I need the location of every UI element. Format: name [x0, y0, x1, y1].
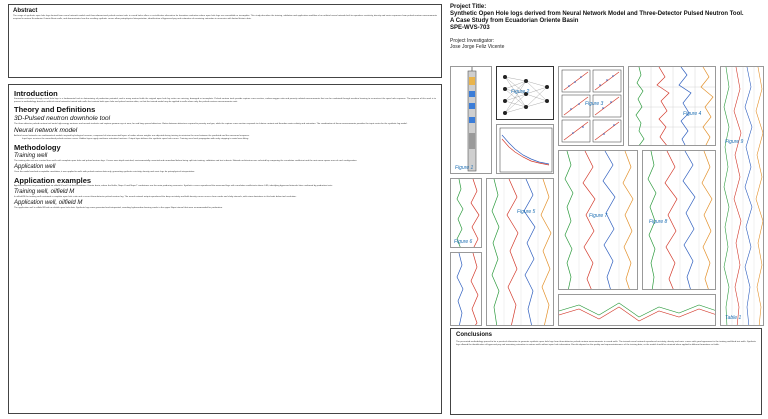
- log-tracks-image: [629, 67, 716, 146]
- theory-heading: Theory and Definitions: [14, 105, 96, 115]
- application-examples-heading: Application examples: [14, 175, 92, 185]
- conclusions-box: [450, 328, 762, 415]
- application-examples-text: Application cases are presented from an oilfield M and X of the Ecuadorian Oriente basin, where the Hollin, Napo U and Napo T sandstones are the main producing reservoirs. Synthetic curves reproduced the measured logs with correlation coefficients above 0.85, identifying bypassed intervals later confirmed by production tests.: [14, 184, 333, 187]
- application-oilfield-text: The application well in oilfield M had no reliable open hole data. Synthetic logs were generated and interpreted, revealing hydrocarbon bearing sands in the upper Napo interval that were recommended for perforation.: [14, 207, 223, 210]
- introduction-heading: Introduction: [14, 89, 58, 98]
- neural-subheading: Neural network model: [14, 127, 78, 135]
- figure-1-panel: [450, 66, 492, 174]
- figure-3-label: Figure 3: [585, 101, 604, 107]
- figure-6-panel: [450, 178, 482, 248]
- paper-id: SPE-WVS-703: [450, 25, 490, 31]
- training-oilfield-text: In oilfield M the training well contained a complete open hole suite and a recent three-detector pulsed neutron log. The neural network output reproduced the deep resistivity and bulk density curves across clean sands and shaly intervals, with minor deviations in thin beds below tool resolution.: [14, 196, 297, 199]
- training-text: The training data set was created from wells with complete open hole and pulsed neutron logs. Curves were depth matched, environmentally corrected and normalized before being split into training, validation and test subsets. Network architecture was selected by comparing the correlation coefficient and the root mean square error of each configuration.: [14, 160, 358, 163]
- conclusions-text: The presented methodology proved to be a practical alternative to generate synthetic open hole logs from three-detector pulsed neutron measurements in cased wells. The trained neural network reproduced resistivity, density and sonic curves with good agreement in the training and blind test wells. Synthetic logs allowed the identification of bypassed pay and remaining saturation in mature wells without open hole information. Results depend on the quality and representativeness of the training data, so the model should be retrained when applied to different formations or fields.: [456, 341, 756, 346]
- investigator-label: Project Investigator:: [450, 38, 495, 44]
- training-well-log-image: [559, 151, 638, 290]
- figure-8-panel: [642, 150, 716, 290]
- project-label: Project Title:: [450, 4, 487, 10]
- training-oilfield-subheading: Training well, oilfield M: [14, 188, 75, 195]
- project-subtitle: A Case Study from Ecuadorian Oriente Basin: [450, 18, 579, 24]
- abstract-title: Abstract: [13, 8, 38, 14]
- center-log-image: [487, 179, 554, 326]
- methodology-heading: Methodology: [14, 142, 61, 152]
- figure-5-label: Figure 5: [517, 209, 536, 215]
- cased-hole-log-image: [451, 179, 482, 248]
- figure-center-log-panel: [486, 178, 554, 326]
- tool-text: The three-detector pulsed neutron tool emits high-energy neutrons and records inelastic and capture gamma rays at near, far and long spaced detectors. Ratios between detectors respond to porosity and gas, while the capture cross-section responds to chlorine content and therefore water salinity and saturation. The combination of these measurements provides the input vector for the synthetic log model.: [14, 123, 408, 126]
- application-well-subheading: Application well: [14, 163, 56, 170]
- figures-area: [448, 58, 766, 326]
- figure-8-label: Figure 8: [649, 219, 668, 225]
- abstract-body: The usage of synthetic open hole logs derived from neural network models and three-dimensional pulsed neutron tools in cased holes offers a cost-effective alternative for formation evaluation where open hole logs are unavailable or incomplete. This study describes the training, validation and application workflow of an artificial neural network built to reproduce resistivity, density and sonic responses from pulsed neutron measurements acquired in mature Ecuadorian Oriente Basin wells, and demonstrates how the resulting synthetic curves allow petrophysical interpretation, identification of bypassed pay and estimation of remaining saturation in reservoirs with limited historic data.: [13, 15, 437, 20]
- figure-4-label: Figure 4: [683, 111, 702, 117]
- figure-5-panel: [496, 124, 554, 174]
- investigator-name: Jose Jorge Feliz Vicente: [450, 44, 505, 50]
- abstract-box: [8, 4, 442, 78]
- neural-bullets: Input layer receives the normalized pulsed neutron curves. Hidden layers apply nonlinear activation functions. Output layer delivers the synthetic open hole curves. Training uses back propagation with early stopping to avoid over-fitting.: [22, 137, 249, 140]
- introduction-text: Formation evaluation through cased hole logs is a fundamental task in determining oil production potential, and in many mature fields the original open hole log suites are missing, damaged or incomplete. Pulsed neutron tools provide capture cross-section, carbon-oxygen ratio and porosity related measurements that can be combined through machine learning to reconstruct the open hole response. The purpose of this work is to present a methodology based on artificial neural networks trained with wells that contain both open hole and pulsed neutron data, so that the trained model may be applied to wells where only the pulsed neutron measurements exist.: [14, 98, 436, 103]
- figure-4-panel: [628, 66, 716, 146]
- figure-2-label: Figure 2: [511, 89, 530, 95]
- tool-subheading: 3D-Pulsed neutron downhole tool: [14, 115, 111, 123]
- figure-9-panel: [720, 66, 764, 326]
- lower-log-image: [451, 253, 482, 326]
- project-header: [450, 4, 760, 50]
- figure-7-label: Figure 7: [589, 213, 608, 219]
- figure-1-label: Figure 1: [455, 165, 474, 171]
- project-title: Synthetic Open Hole logs derived from Neural Network Model and Three-Detector Pulsed Neutron Tool.: [450, 11, 744, 17]
- figure-lower-left-panel: [450, 252, 482, 326]
- figure-bottom-strip: [558, 294, 716, 326]
- training-subheading: Training well: [14, 152, 48, 159]
- figure-3-panel: [558, 66, 624, 146]
- figure-7-panel: [558, 150, 638, 290]
- bottom-strip-image: [559, 295, 716, 326]
- figure-6-label: Figure 6: [454, 239, 473, 245]
- tool-schematic-image: [451, 67, 492, 174]
- neural-text: Artificial neural networks are mathematical models inspired by biological neurons, composed of interconnected layers of nodes whose weights are adjusted during training to minimize the error between the predicted and the measured response.: [14, 135, 250, 138]
- main-content: [8, 84, 442, 414]
- figure-9-label: Figure 9: [725, 139, 744, 145]
- application-oilfield-subheading: Application well, oilfield M: [14, 199, 83, 206]
- conclusions-title: Conclusions: [456, 332, 493, 338]
- application-well-text: Once the model reached acceptable correlation, it was applied to wells with pulsed neutron data only, generating synthetic resistivity, density and sonic logs for petrophysical interpretation.: [14, 171, 195, 174]
- training-plot-image: [497, 125, 554, 174]
- figure-2-panel: [496, 66, 554, 120]
- cased-hole-comparison-image: [721, 67, 764, 326]
- table-1-label: Table 1: [725, 315, 742, 321]
